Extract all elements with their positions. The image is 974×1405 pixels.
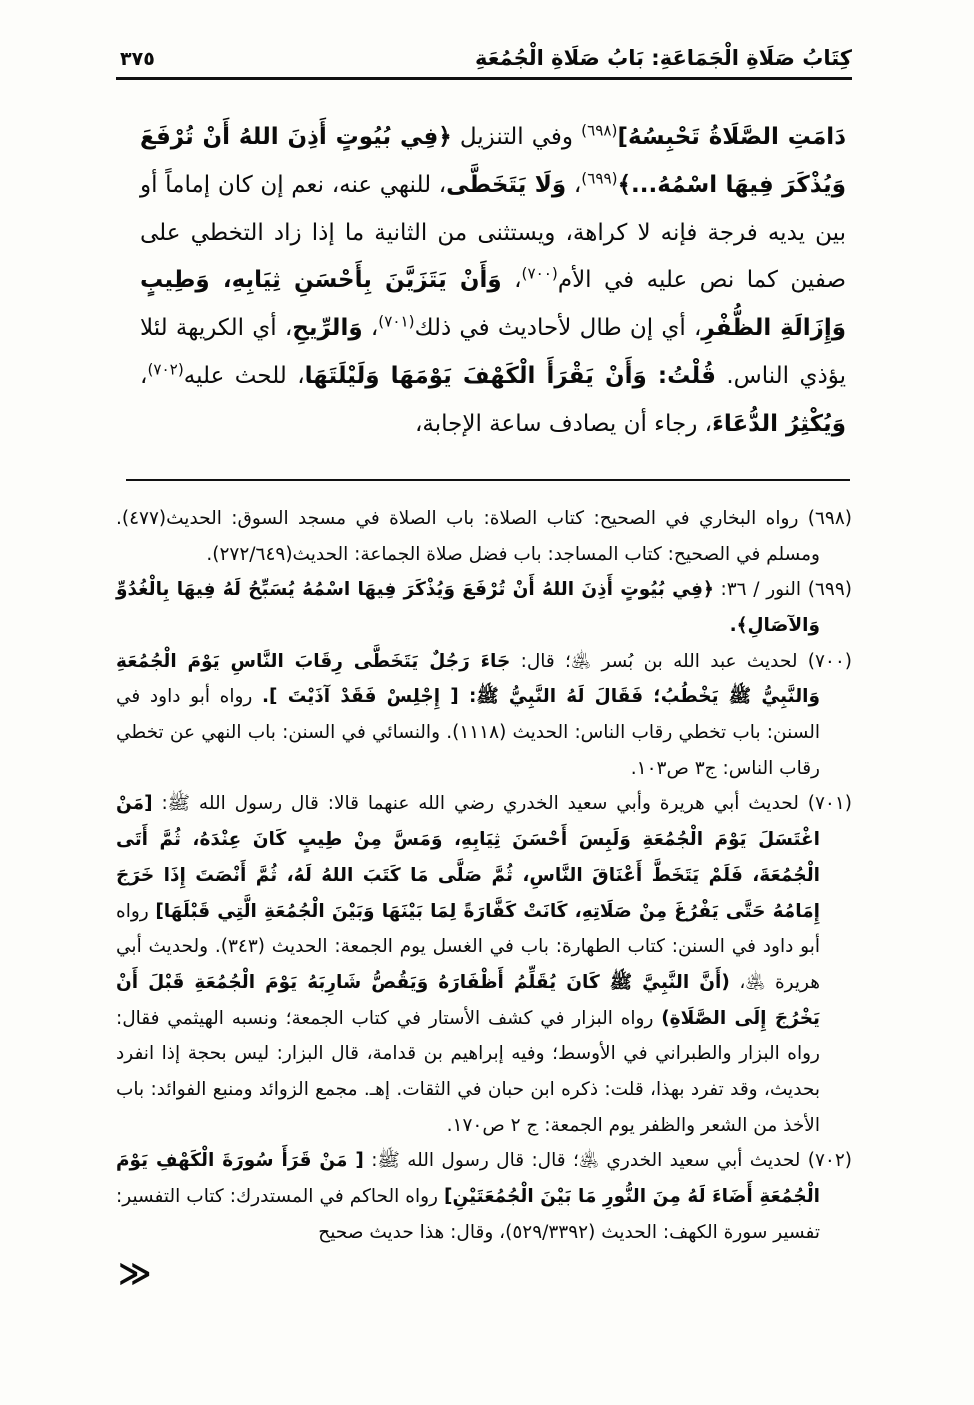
footnote-701 bbox=[116, 786, 852, 1143]
footnote-700 bbox=[116, 644, 852, 787]
footnote-text: النور / ٣٦: ﴿فِي بُيُوتٍ أَذِنَ اللهُ أَنْ تُرْفَعَ وَيُذْكَرَ فِيهَا اسْمُهُ يُسَبِّحُ لَهُ فِيهَا بِالْغُدُوِّ وَالآصَالِ﴾. bbox=[116, 579, 820, 636]
footnote-text: لحديث أبي هريرة وأبي سعيد الخدري رضي الله عنهما قالا: قال رسول الله ﷺ: [مَنْ اغْتَسَلَ يَوْمَ الْجُمُعَةِ وَلَبِسَ أَحْسَنَ ثِيَابِهِ، وَمَسَّ مِنْ طِيبٍ كَانَ عِنْدَهُ، ثُمَّ أَتَى الْجُمُعَةَ، فَلَمْ يَتَخَطَّ أَعْنَاقَ النَّاسِ، ثُمَّ صَلَّى مَا كَتَبَ اللهُ لَهُ، ثُمَّ أَنْصَتَ إِذَا خَرَجَ إِمَامُهُ حَتَّى يَفْرُغَ مِنْ صَلَاتِهِ، كَانَتْ كَفَّارَةً لِمَا بَيْنَهَا وَبَيْنَ الْجُمُعَةِ الَّتِي قَبْلَهَا] رواه أبو داود في السنن: كتاب الطهارة: باب في الغسل يوم الجمعة: الحديث (٣٤٣). ولحديث أبي هريرة ﵁، (أَنَّ النَّبِيَّ ﷺ كَانَ يُقَلِّمُ أَظْفَارَهُ وَيَقُصُّ شَارِبَهُ يَوْمَ الْجُمُعَةِ قَبْلَ أَنْ يَخْرُجَ إِلَى الصَّلَاةِ) رواه البزار في كشف الأستار في كتاب الجمعة؛ ونسبه الهيثمي فقال: رواه البزار والطبراني في الأوسط؛ وفيه إبراهيم بن قدامة، قال البزار: ليس بحجة إذا انفرد بحديث، وقد تفرد بهذا، قلت: ذكره ابن حبان في الثقات. إهـ. مجمع الزوائد ومنبع الفوائد: باب الأخذ من الشعر والظفر يوم الجمعة: ج ٢ ص١٧٠. bbox=[116, 793, 821, 1136]
footnote-number: (٧٠٢) bbox=[807, 1150, 853, 1172]
chapter-title: كِتَابُ صَلَاةِ الْجَمَاعَةِ: بَابُ صَلَاةِ الْجُمُعَةِ bbox=[474, 46, 852, 70]
footnote-number: (٦٩٩) bbox=[807, 579, 852, 601]
body-paragraph: دَامَتِ الصَّلَاةُ تَحْبِسُهُ]$^{(٦٩٨)}$ وفي التنزيل ﴿فِي بُيُوتٍ أَذِنَ اللهُ أَنْ تُرْفَعَ وَيُذْكَرَ فِيهَا اسْمُهُ...﴾$^{(٦٩٩)}$، وَلَا يَتَخَطَّى، للنهي عنه، نعم إن كان إماماً أو بين يديه فرجة فإنه لا كراهة، ويستثنى من الثانية ما إذا زاد التخطي على صفين كما نص عليه في الأم$^{(٧٠٠)}$، وَأَنْ يَتَزَيَّنَ بِأَحْسَنِ ثِيَابِهِ، وَطِيبٍ وَإِزَالَةِ الظُّفْرِ، أي إن طال لأحاديث في ذلك$^{(٧٠١)}$، وَالرِّيحِ، أي الكريهة لئلا يؤذي الناس. قُلْتُ: وَأَنْ يَقْرَأَ الْكَهْفَ يَوْمَهَا وَلَيْلَتَهَا، للحث عليه$^{(٧٠٢)}$، وَيُكْثِرُ الدُّعَاءَ، رجاء أن يصادف ساعة الإجابة، bbox=[140, 121, 847, 437]
footnote-text: رواه البخاري في الصحيح: كتاب الصلاة: باب الصلاة في مسجد السوق: الحديث(٤٧٧). ومسلم في الصحيح: كتاب المساجد: باب فضل صلاة الجماعة: الحديث(٢٧٢/٦٤٩). bbox=[116, 507, 820, 565]
continuation-chevrons-icon: ≪ bbox=[118, 1253, 152, 1292]
footnote-text: لحديث أبي سعيد الخدري ﵁؛ قال: قال رسول الله ﷺ: [ مَنْ قَرَأَ سُورَةَ الْكَهْفِ يَوْمَ الْجُمُعَةِ أَضَاءَ لَهُ مِنَ النُّورِ مَا بَيْنَ الْجُمُعَتَيْنِ] رواه الحاكم في المستدرك: كتاب التفسير: تفسير سورة الكهف: الحديث (٥٢٩/٣٣٩٢)، وقال: هذا حديث صحيح bbox=[116, 1150, 821, 1243]
page-number: ٣٧٥ bbox=[120, 48, 155, 70]
footnote-number: (٧٠١) bbox=[807, 793, 852, 815]
footnote-text: لحديث عبد الله بن بُسر ﵁؛ قال: جَاءَ رَجُلٌ يَتَخَطَّى رِقَابَ النَّاسِ يَوْمَ الْجُمُعَةِ وَالنَّبِيُّ ﷺ يَخْطُبُ؛ فَقَالَ لَهُ النَّبِيُّ ﷺ: [ إِجْلِسْ فَقَدْ آذَيْتَ ]. رواه أبو داود في السنن: باب تخطي رقاب الناس: الحديث (١١١٨). والنسائي في السنن: باب النهي عن تخطي رقاب الناس: ج٣ ص١٠٣. bbox=[116, 650, 820, 779]
footnotes-section bbox=[116, 501, 852, 1251]
footnote-number: (٦٩٨) bbox=[807, 507, 852, 529]
footnote-698 bbox=[116, 501, 852, 572]
main-text bbox=[116, 114, 852, 449]
footnote-702 bbox=[116, 1143, 852, 1250]
page-header bbox=[116, 46, 852, 80]
footnote-699 bbox=[116, 572, 852, 643]
footnote-number: (٧٠٠) bbox=[807, 650, 852, 672]
footnote-separator bbox=[126, 479, 850, 481]
